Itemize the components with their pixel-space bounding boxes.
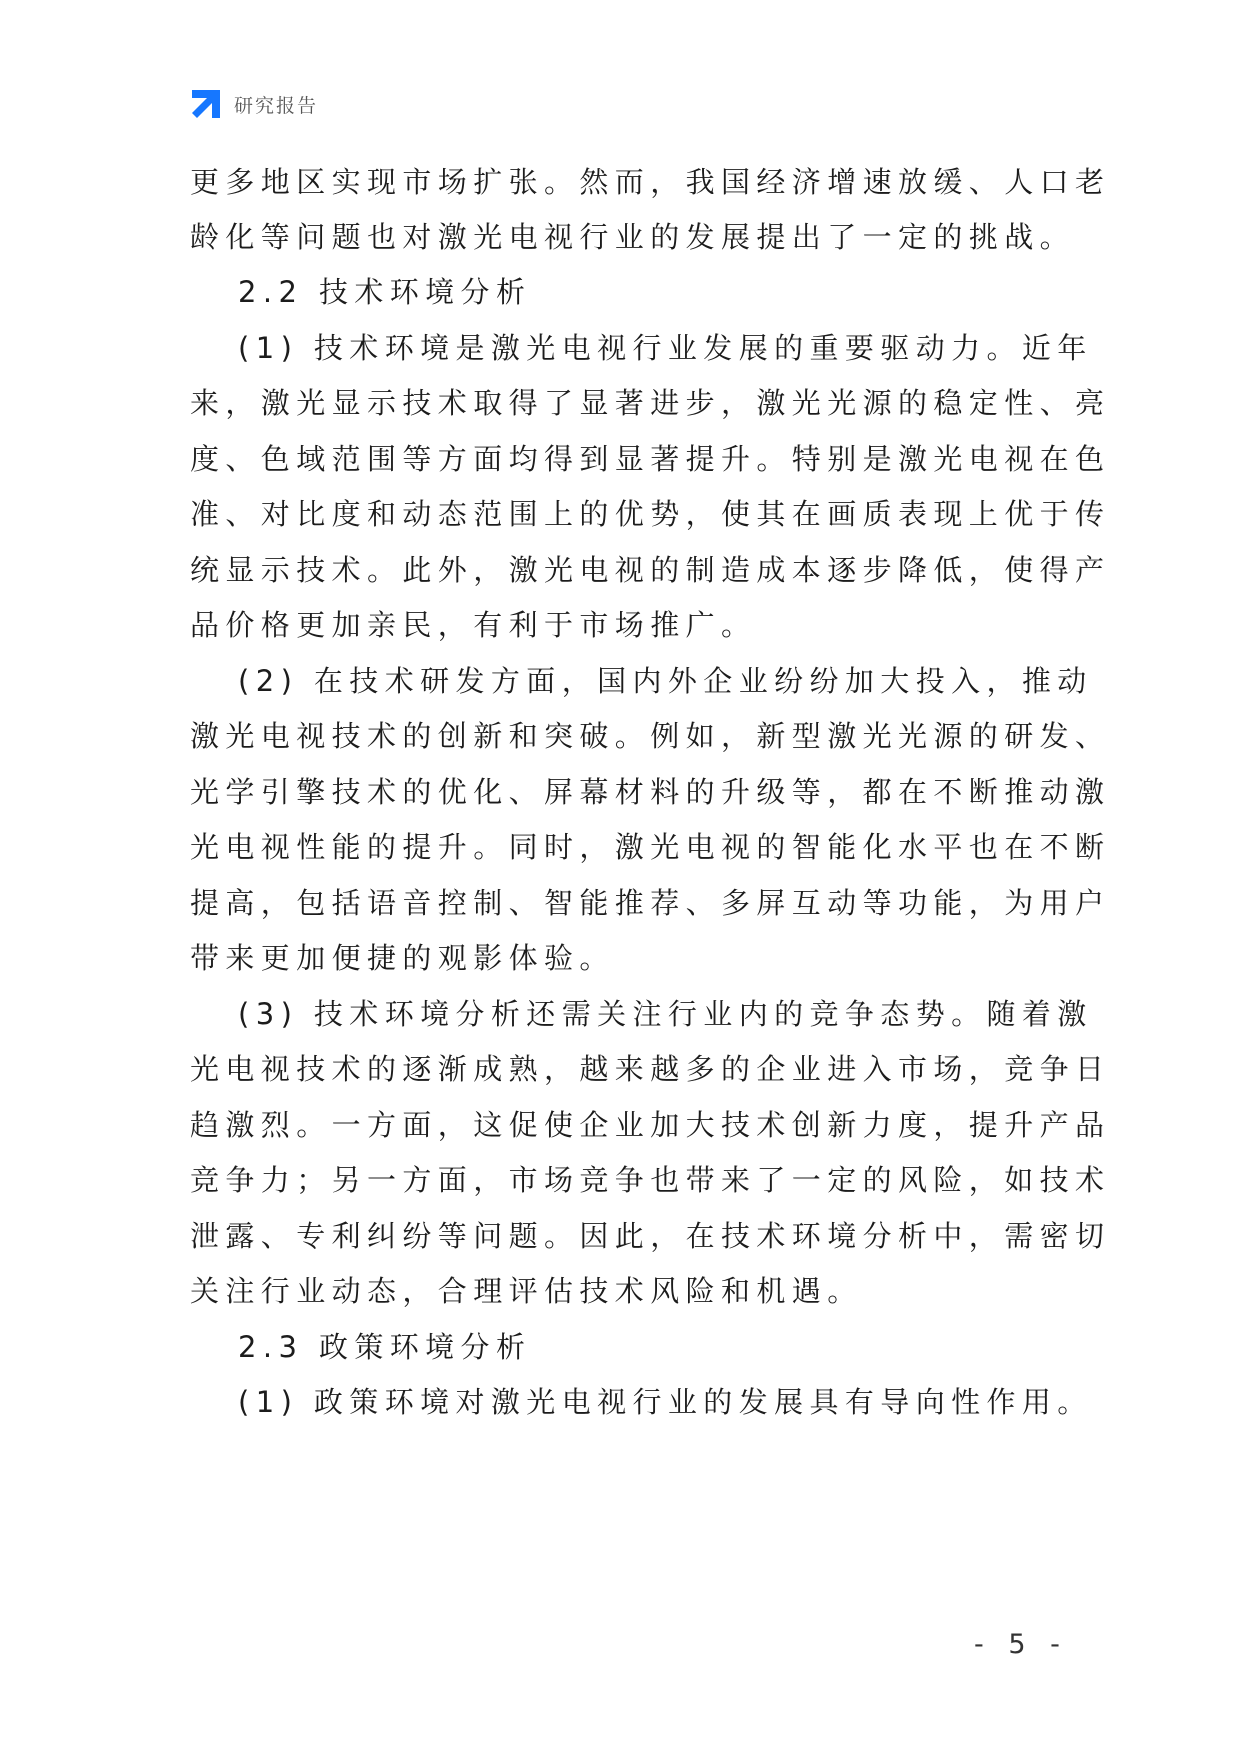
text-line: 更多地区实现市场扩张。然而，我国经济增速放缓、人口老 — [190, 165, 1111, 199]
text-line: 品价格更加亲民，有利于市场推广。 — [190, 608, 757, 642]
text-line: 提高，包括语音控制、智能推荐、多屏互动等功能，为用户 — [190, 886, 1111, 920]
text-line: 泄露、专利纠纷等问题。因此，在技术环境分析中，需密切 — [190, 1219, 1111, 1253]
text-line: 关注行业动态，合理评估技术风险和机遇。 — [190, 1274, 863, 1308]
header-title: 研究报告 — [234, 94, 319, 117]
text-line: 统显示技术。此外，激光电视的制造成本逐步降低，使得产 — [190, 553, 1111, 587]
text-line: 准、对比度和动态范围上的优势，使其在画质表现上优于传 — [190, 497, 1111, 531]
text-line: 光学引擎技术的优化、屏幕材料的升级等，都在不断推动激 — [190, 775, 1111, 809]
logo-arrow-icon — [188, 86, 224, 122]
section-heading: 2.3 政策环境分析 — [238, 1330, 532, 1364]
text-line: 光电视技术的逐渐成熟，越来越多的企业进入市场，竞争日 — [190, 1052, 1111, 1086]
text-line: 来，激光显示技术取得了显著进步，激光光源的稳定性、亮 — [190, 386, 1111, 420]
paragraph-first-line: (1) 技术环境是激光电视行业发展的重要驱动力。近年 — [238, 331, 1093, 365]
section-heading: 2.2 技术环境分析 — [238, 275, 532, 309]
text-line: 度、色域范围等方面均得到显著提升。特别是激光电视在色 — [190, 442, 1111, 476]
page-number: - 5 - — [974, 1629, 1068, 1660]
text-line: 趋激烈。一方面，这促使企业加大技术创新力度，提升产品 — [190, 1108, 1111, 1142]
page-header — [188, 86, 318, 122]
paragraph-first-line: (3) 技术环境分析还需关注行业内的竞争态势。随着激 — [238, 997, 1093, 1031]
paragraph-first-line: (1) 政策环境对激光电视行业的发展具有导向性作用。 — [238, 1385, 1093, 1419]
text-line: 激光电视技术的创新和突破。例如，新型激光光源的研发、 — [190, 719, 1111, 753]
text-line: 竞争力；另一方面，市场竞争也带来了一定的风险，如技术 — [190, 1163, 1111, 1197]
text-line: 带来更加便捷的观影体验。 — [190, 941, 615, 975]
text-line: 龄化等问题也对激光电视行业的发展提出了一定的挑战。 — [190, 220, 1076, 254]
paragraph-first-line: (2) 在技术研发方面，国内外企业纷纷加大投入，推动 — [238, 664, 1093, 698]
text-line: 光电视性能的提升。同时，激光电视的智能化水平也在不断 — [190, 830, 1111, 864]
